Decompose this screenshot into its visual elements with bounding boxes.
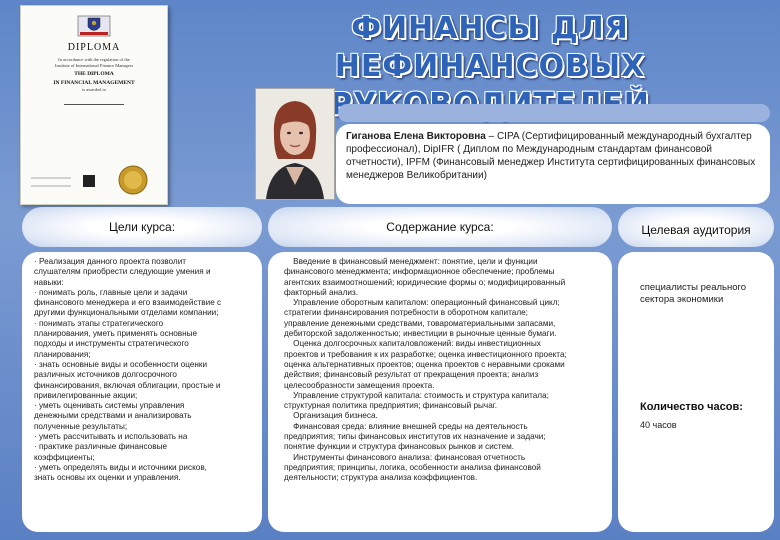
goals-line: подходы и инструменты стратегического (34, 339, 189, 349)
goals-line: знать основы их оценки и управления. (34, 473, 181, 483)
goals-line: полученные результаты; (34, 421, 128, 431)
title-line-1: ФИНАНСЫ ДЛЯ НЕФИНАНСОВЫХ (334, 11, 646, 84)
diploma-word: DIPLOMA (67, 42, 121, 53)
hours-value: 40 часов (640, 420, 677, 431)
goals-line: слушателям приобрести следующие умения и (34, 267, 211, 277)
content-line: деятельности; структура анализа коэффициентов. (284, 473, 478, 483)
goals-line: · понимать этапы стратегического (34, 318, 164, 328)
diploma-line-3: THE DIPLOMA (74, 71, 114, 77)
content-line: понятие функции и структура финансовых рынков и систем. (284, 442, 514, 452)
goals-line: · понимать роль, главные цели и задачи (34, 287, 188, 297)
content-line: структурная политика предприятия; финансовый рычаг. (284, 401, 498, 411)
goals-line: · практике различные финансовые (34, 442, 168, 452)
goals-line: коэффициенты; (34, 452, 95, 462)
hours-label: Количество часов: (640, 401, 743, 413)
content-list (284, 257, 604, 484)
content-line: Организация бизнеса. (284, 411, 378, 421)
goals-line: финансового менеджера и его взаимодействие с (34, 298, 222, 308)
diploma-line-4: IN FINANCIAL MANAGEMENT (53, 80, 135, 86)
content-line: целесообразности замещения проекта. (284, 380, 435, 390)
content-line: Управление структурой капитала: стоимость и структура капитала; (284, 390, 549, 400)
content-line: управление денежными средствами, товароматериальными запасами, (284, 318, 556, 328)
goals-line: · уметь оценивать системы управления (34, 401, 185, 411)
goals-line: · уметь определять виды и источники рисков, (34, 462, 207, 472)
goals-line: · Реализация данного проекта позволит (34, 257, 187, 266)
content-line: дебиторской задолженностью; инвестиции в рыночные ценные бумаги. (284, 329, 557, 339)
seal-icon (21, 164, 167, 196)
goals-header-label: Цели курса: (108, 220, 176, 234)
content-line: предприятия; типы финансовых институтов их назначение и задачи; (284, 432, 546, 442)
goals-list (34, 257, 254, 484)
content-line: предприятия; принципы, логика, особенности анализа финансовой (284, 462, 541, 472)
content-header-label: Содержание курса: (386, 220, 494, 234)
crest-icon (21, 14, 167, 38)
audience-text: специалисты реального сектора экономики (640, 282, 747, 305)
content-line: стратегии финансирования потребности в оборотном капитале; (284, 308, 528, 318)
instructor-bio (336, 124, 770, 204)
goals-line: · знать основные виды и особенности оценки (34, 359, 208, 369)
goals-panel (22, 252, 262, 532)
content-line: Оценка долгосрочных капиталовложений: виды инвестиционных (284, 339, 541, 349)
content-line: Инструменты финансового анализа: финансовая отчетность (284, 452, 526, 462)
audience-header-label: Целевая аудитория (641, 223, 751, 237)
portrait-photo (255, 88, 335, 200)
decor-bar (338, 104, 770, 122)
diploma-line-5: is awarded to (82, 87, 106, 92)
goals-line: навыки: (34, 277, 64, 287)
audience-panel (618, 252, 774, 532)
content-line: финансового менеджмента; информационное обеспечение; проблемы (284, 267, 555, 277)
content-line: агентских взаимоотношений; юридические формы о; модифицированный (284, 277, 566, 287)
content-panel (268, 252, 612, 532)
instructor-credentials: – CIPA (Сертифицированный международный бухгалтер профессионал), DipIFR ( Диплом по Международным стандартам финансовой отчетности), IPFM (Финансовый менеджер Института сертифицированных финансовых менеджеров Великобритании) (346, 131, 756, 181)
content-line: оценка альтернативных проектов; оценка проектов с неравными сроками (284, 359, 565, 369)
goals-line: финансирования, включая облигации, простые и (34, 380, 221, 390)
content-header (268, 207, 612, 247)
content-line: Введение в финансовый менеджмент: понятие, цели и функции (284, 257, 538, 266)
goals-line: денежными средствами и анализировать (34, 411, 192, 421)
goals-line: привилегированные акции; (34, 390, 138, 400)
instructor-name: Гиганова Елена Викторовна (346, 131, 486, 142)
diploma-line-1: In accordance with the regulation of the (58, 57, 130, 62)
content-line: Финансовая среда: влияние внешней среды на деятельность (284, 421, 528, 431)
content-line: факторный анализ. (284, 287, 358, 297)
goals-line: планирования, уметь применять основные (34, 329, 198, 339)
signature-line (64, 99, 124, 105)
audience-header (618, 207, 774, 247)
goals-line: планирования; (34, 349, 91, 359)
diploma-image (20, 5, 168, 205)
content-line: действия; финансовый результат от прекращения проекта; анализ (284, 370, 539, 380)
goals-line: · уметь рассчитывать и использовать на (34, 432, 188, 442)
diploma-line-2: Institute of International Finance Managers (55, 63, 133, 68)
goals-line: другими функциональными отделами компании; (34, 308, 219, 318)
content-line: Управление оборотным капиталом: операционный финансовый цикл; (284, 298, 560, 308)
content-line: проектов и требования к их разработке; оценка инвестиционного проекта; (284, 349, 567, 359)
goals-header (22, 207, 262, 247)
goals-line: различных источников долгосрочного (34, 370, 177, 380)
